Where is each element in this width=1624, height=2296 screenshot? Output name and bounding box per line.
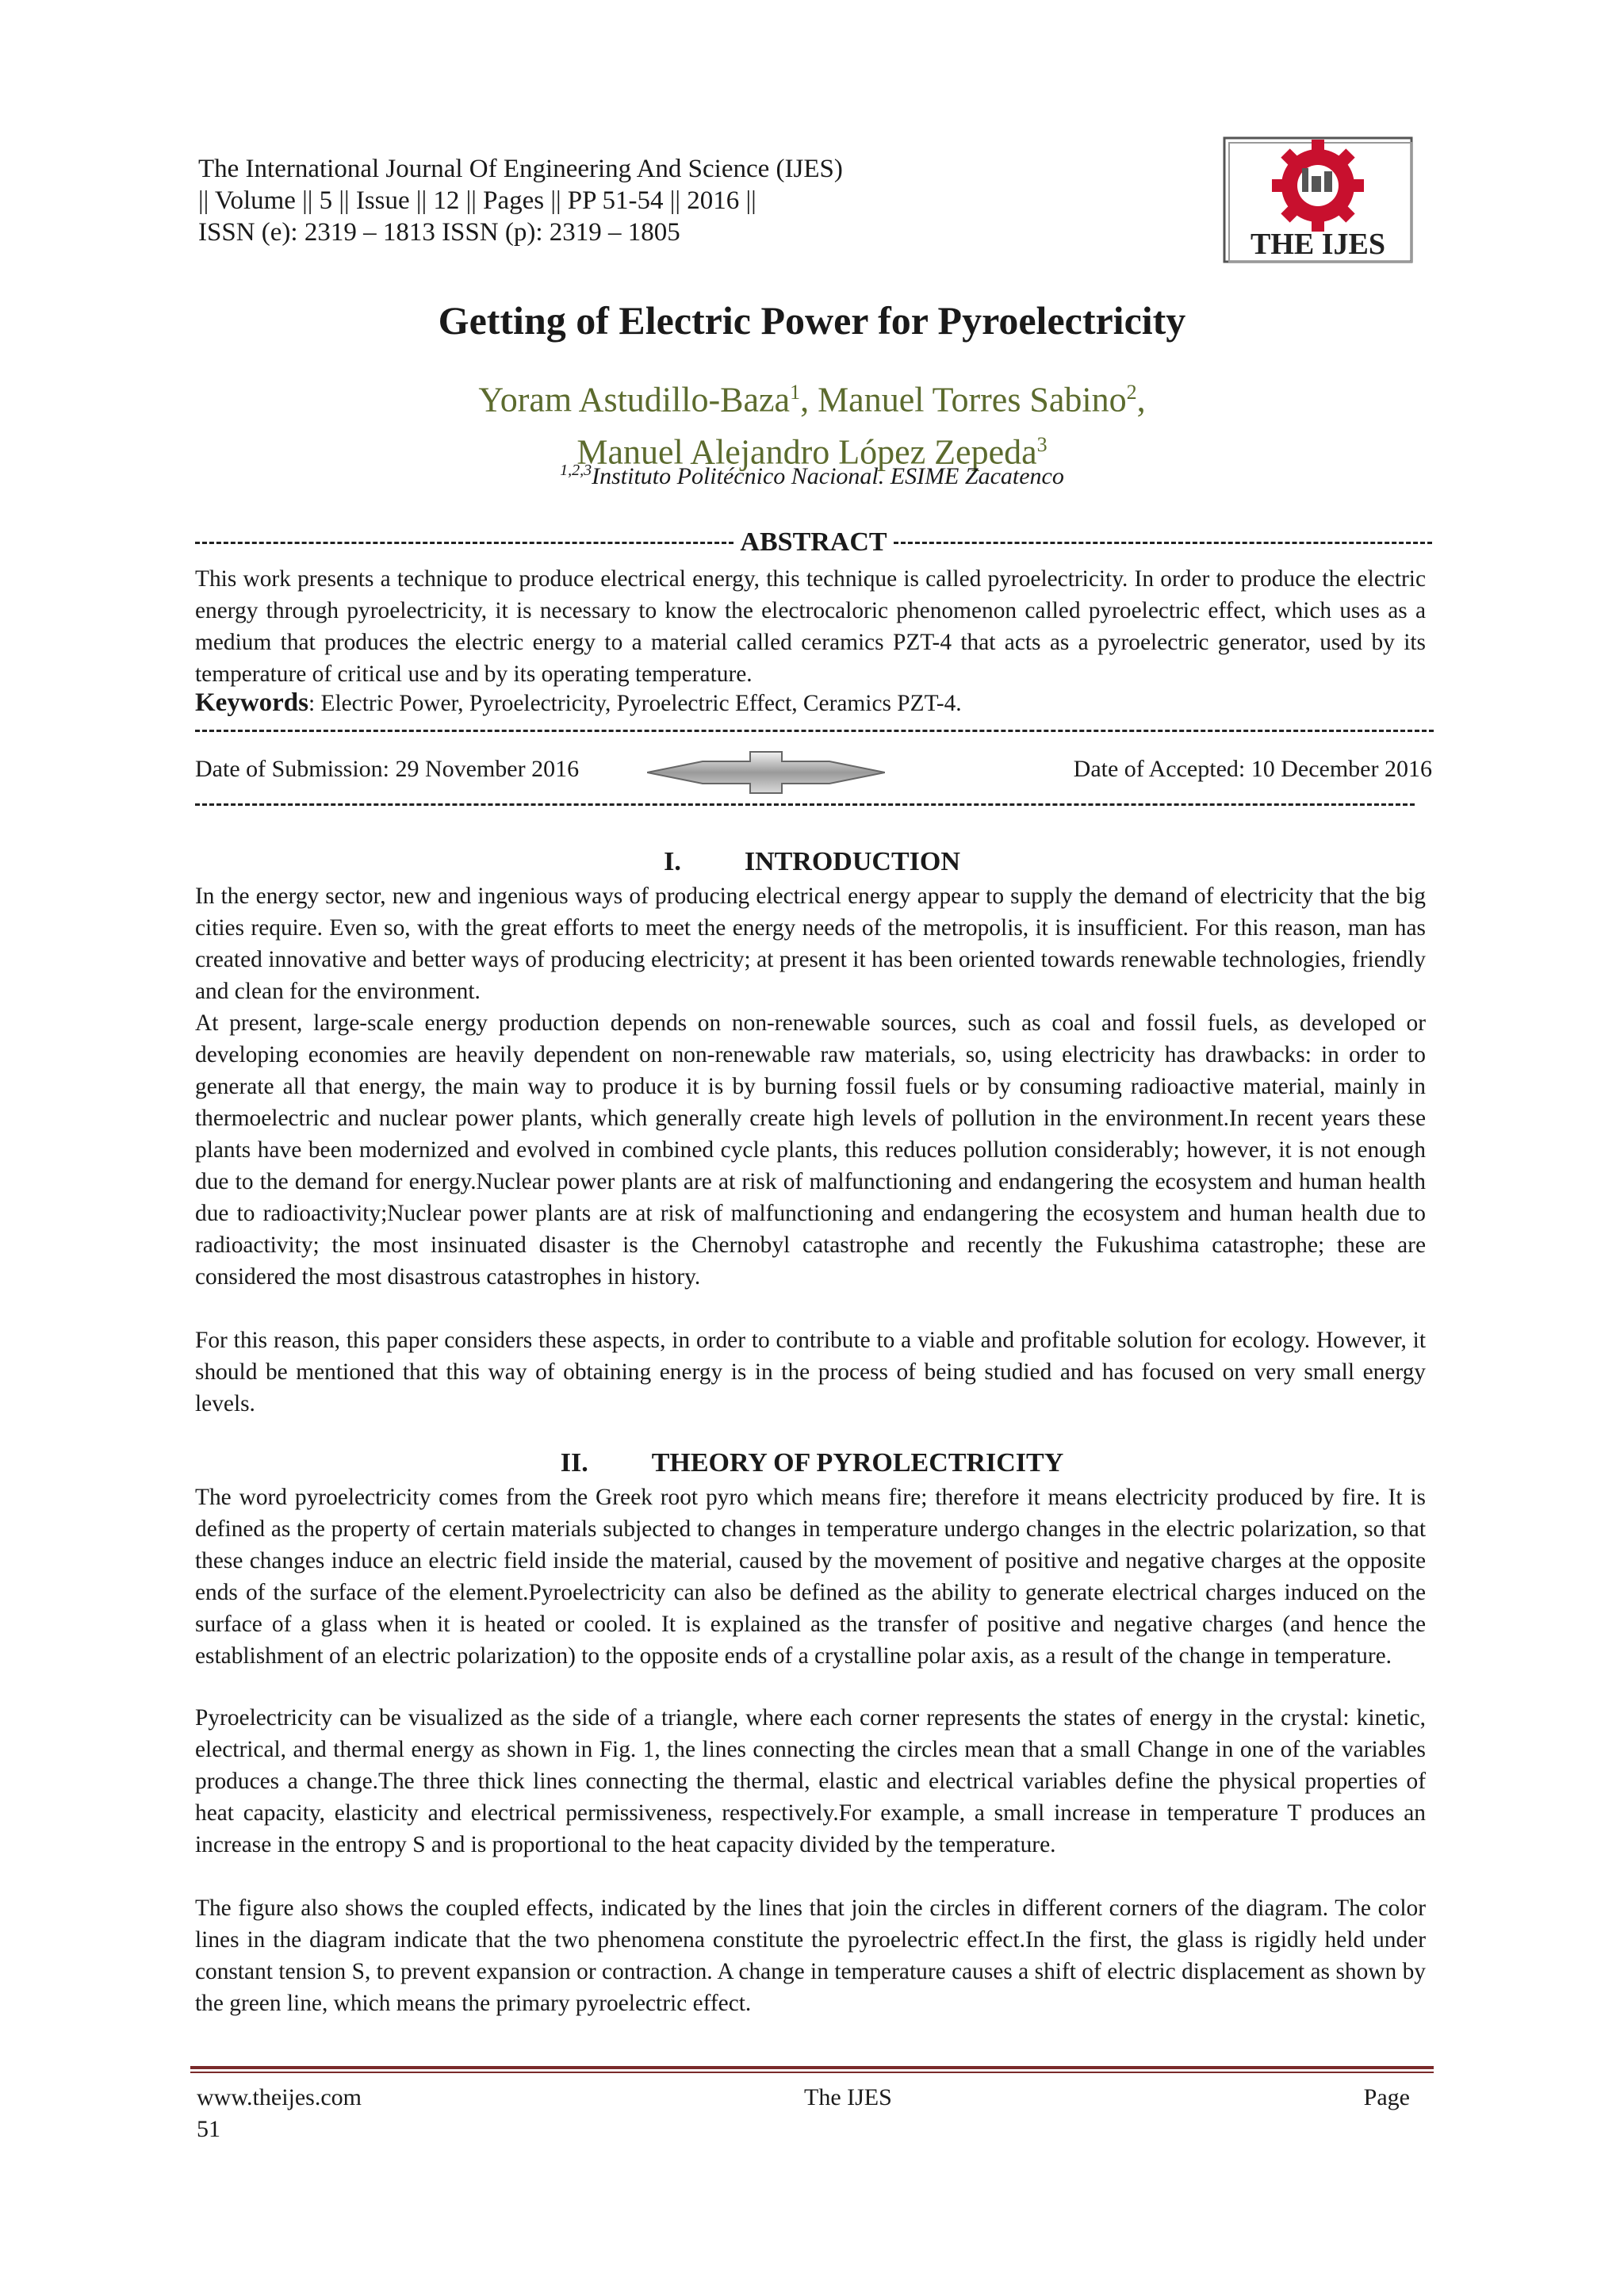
author-3: Manuel Alejandro López Zepeda bbox=[576, 432, 1037, 472]
ijes-logo bbox=[1223, 136, 1413, 263]
journal-header bbox=[198, 153, 843, 248]
paper-title: Getting of Electric Power for Pyroelectricity bbox=[438, 298, 1186, 343]
journal-website-link[interactable]: www.theijes.com bbox=[197, 2084, 362, 2110]
journal-volume: || Volume || 5 || Issue || 12 || Pages || PP 51-54 || 2016 || bbox=[198, 186, 756, 215]
journal-issn: ISSN (e): 2319 – 1813 ISSN (p): 2319 – 1805 bbox=[198, 218, 680, 247]
divider bbox=[195, 730, 1434, 732]
double-arrow-icon bbox=[647, 749, 885, 796]
keywords: Keywords: Electric Power, Pyroelectricity, Pyroelectric Effect, Ceramics PZT-4. bbox=[195, 688, 962, 717]
intro-paragraph-2: At present, large-scale energy production depends on non-renewable sources, such as coal and fossil fuels, as developed or developing economies are heavily dependent on non-renewable raw materials, so, using electricity has drawbacks: in order to generate all that energy, the main way to produce it is by burning fossil fuels or by consuming radioactive material, mainly in thermoelectric and nuclear power plants, which generally create high levels of pollution in the environment.In recent years these plants have been modernized and evolved in combined cycle plants, this reduces pollution considerably; however, it is not enough due to the demand for energy.Nuclear power plants are at risk of malfunctioning and endangering the ecosystem and human health due to radioactivity;Nuclear power plants are at risk of malfunctioning and endangering the ecosystem and human health due to radioactivity; the most insinuated disaster is the Chernobyl catastrophe and recently the Fukushima catastrophe; these are considered the most disastrous catastrophes in history. bbox=[195, 1010, 1426, 1290]
theory-paragraph-2: Pyroelectricity can be visualized as the side of a triangle, where each corner represents the states of energy in the crystal: kinetic, electrical, and thermal energy as shown in Fig. 1, the lines connecting the circles mean that a small Change in one of the variables produces a change.The three thick lines connecting the thermal, elastic and electrical variables define the physical properties of heat capacity, elasticity and electrical permissiveness, respectively.For example, a small increase in temperature T produces an increase in the entropy S and is proportional to the heat capacity divided by the temperature. bbox=[195, 1705, 1426, 1857]
footer-rule bbox=[190, 2072, 1434, 2073]
logo-text: THE IJES bbox=[1250, 228, 1386, 261]
author-1: Yoram Astudillo-Baza bbox=[478, 380, 791, 420]
author-2: , Manuel Torres Sabino bbox=[800, 380, 1127, 420]
accepted-date: Date of Accepted: 10 December 2016 bbox=[1073, 756, 1432, 782]
affiliation: $^{1,2,3}$Instituto Politécnico Nacional. ESIME Zacatenco bbox=[560, 462, 1064, 489]
intro-paragraph-1: In the energy sector, new and ingenious ways of producing electrical energy appear to supply the demand of electricity that the big cities require. Even so, with the great efforts to meet the energy needs of the metropolis, it is insufficient. For this reason, man has created innovative and better ways of producing electricity; at present it has been oriented towards renewable technologies, friendly and clean for the environment. bbox=[195, 884, 1426, 1004]
author-list: Yoram Astudillo-Baza$^1$, Manuel Torres Sabino$^2$, Manuel Alejandro López Zepeda$^3$ bbox=[478, 380, 1146, 472]
intro-paragraph-3: For this reason, this paper considers these aspects, in order to contribute to a viable and profitable solution for ecology. However, it should be mentioned that this way of obtaining energy is in the process of being studied and has focused on very small energy levels. bbox=[195, 1328, 1426, 1416]
page-number: 51 bbox=[197, 2116, 220, 2142]
footer-page-label: Page bbox=[1363, 2084, 1410, 2110]
submission-date: Date of Submission: 29 November 2016 bbox=[195, 756, 580, 782]
section-heading-introduction: I. INTRODUCTION bbox=[664, 847, 960, 876]
page-footer bbox=[197, 2082, 1410, 2145]
abstract-heading: ABSTRACT bbox=[195, 527, 1432, 558]
footer-journal: The IJES bbox=[804, 2084, 892, 2110]
abstract-text: This work presents a technique to produce electrical energy, this technique is called pyroelectricity. In order to produce the electric energy through pyroelectricity, it is necessary to know the electrocaloric phenomenon called pyroelectric effect, which uses as a medium that produces the electric energy to a material called ceramics PZT-4 that acts as a pyroelectric generator, used by its temperature of critical use and by its operating temperature. bbox=[195, 566, 1426, 687]
theory-paragraph-1: The word pyroelectricity comes from the Greek root pyro which means fire; therefore it means electricity produced by fire. It is defined as the property of certain materials subjected to changes in temperature undergo changes in the electric polarization, so that these changes induce an electric field inside the material, caused by the movement of positive and negative charges at the opposite ends of the surface of the element.Pyroelectricity can also be defined as the ability to generate electrical charges induced on the surface of a glass when it is heated or cooled. It is explained as the transfer of positive and negative charges (and hence the establishment of an electric polarization) to the opposite ends of a crystalline polar axis, as a result of the change in temperature. bbox=[195, 1485, 1426, 1669]
journal-name: The International Journal Of Engineering And Science (IJES) bbox=[198, 155, 843, 183]
footer-rule bbox=[190, 2066, 1434, 2069]
divider bbox=[195, 803, 1415, 806]
theory-paragraph-3: The figure also shows the coupled effects, indicated by the lines that join the circles in different corners of the diagram. The color lines in the diagram indicate that the two phenomena constitute the pyroelectric effect.In the first, the glass is rigidly held under constant tension S, to prevent expansion or contraction. A change in temperature causes a shift of electric displacement as shown by the green line, which means the primary pyroelectric effect. bbox=[195, 1895, 1426, 2016]
section-heading-theory: II. THEORY OF PYROLECTRICITY bbox=[560, 1448, 1064, 1478]
